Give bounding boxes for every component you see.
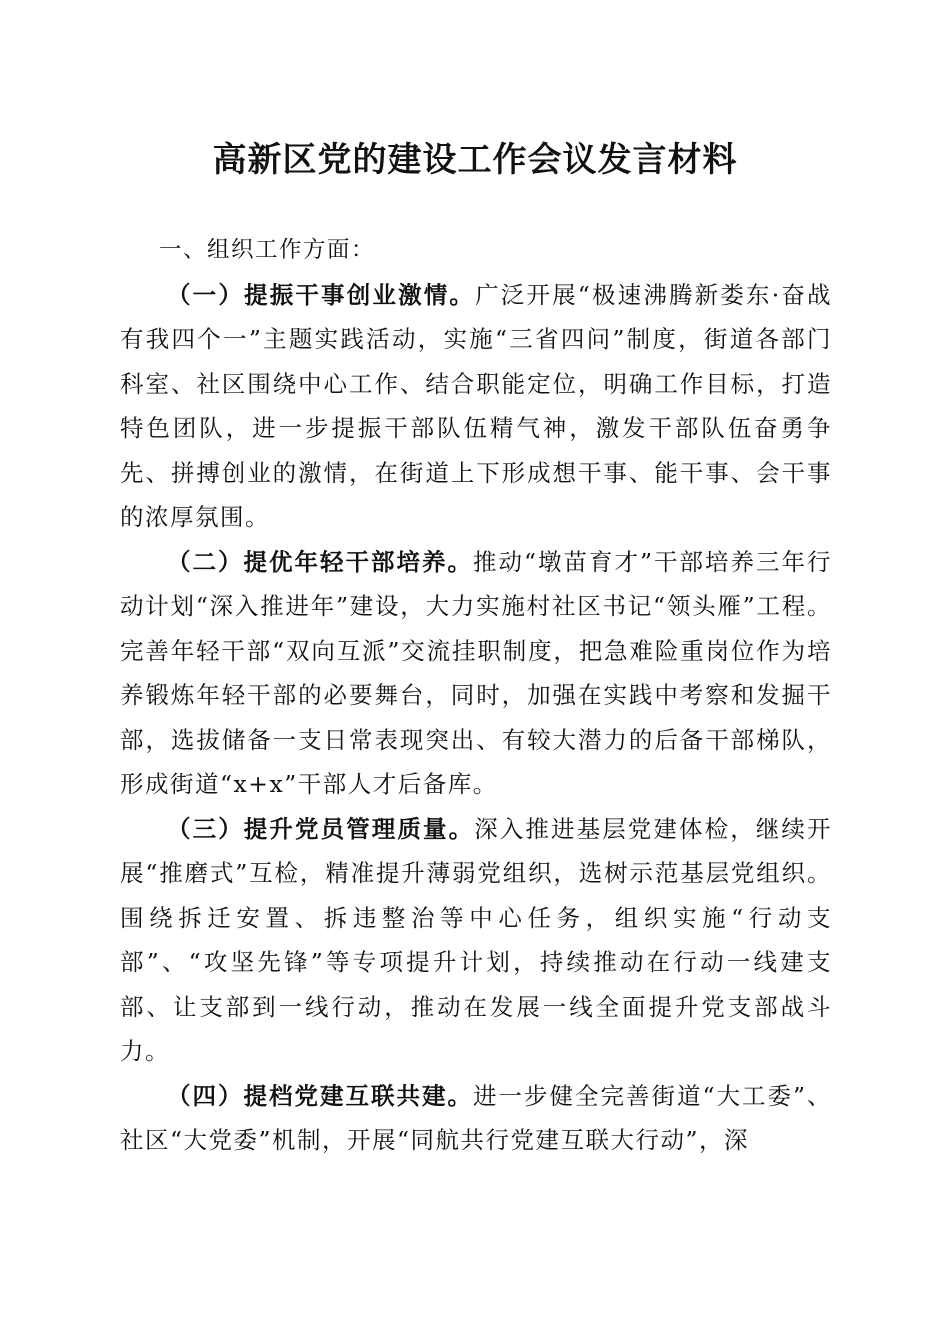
paragraph-lead: （四）提档党建互联共建。 — [167, 1081, 473, 1110]
paragraph-4 — [120, 1074, 832, 1163]
paragraph-text: 进一步健全完善街道“大工委”、社区“大党委”机制，开展“同航共行党建互联大行动”，深 — [120, 1081, 833, 1154]
paragraph-2 — [120, 540, 832, 807]
section-heading: 一、组织工作方面： — [159, 237, 376, 263]
document-body — [120, 228, 832, 1163]
paragraph-text: 深入推进基层党建体检，继续开展“推磨式”互检，精准提升薄弱党组织，选树示范基层党组织。围绕拆迁安置、拆违整治等中心任务，组织实施“行动支部”、“攻坚先锋”等专项提升计划，持续推动在行动一线建支部、让支部到一线行动，推动在发展一线全面提升党支部战斗力。 — [120, 814, 833, 1065]
paragraph-lead: （二）提优年轻干部培养。 — [167, 547, 473, 576]
paragraph-lead: （一）提振干事创业激情。 — [167, 280, 476, 309]
paragraph-text: 推动“墩苗育才”干部培养三年行动计划“深入推进年”建设，大力实施村社区书记“领头雁”工程。完善年轻干部“双向互派”交流挂职制度，把急难险重岗位作为培养锻炼年轻干部的必要舞台，同时，加强在实践中考察和发掘干部，选拔储备一支日常表现突出、有较大潜力的后备干部梯队，形成街道“x+x”干部人才后备库。 — [120, 547, 833, 798]
paragraph-text: 广泛开展“极速沸腾新娄东·奋战有我四个一”主题实践活动，实施“三省四问”制度，街道各部门科室、社区围绕中心工作、结合职能定位，明确工作目标，打造特色团队，进一步提振干部队伍精气神，激发干部队伍奋勇争先、拼搏创业的激情，在街道上下形成想干事、能干事、会干事的浓厚氛围。 — [120, 280, 833, 531]
paragraph-3 — [120, 807, 832, 1074]
paragraph-lead: （三）提升党员管理质量。 — [167, 814, 475, 843]
document-title: 高新区党的建设工作会议发言材料 — [212, 140, 738, 180]
paragraph-1 — [120, 273, 832, 540]
